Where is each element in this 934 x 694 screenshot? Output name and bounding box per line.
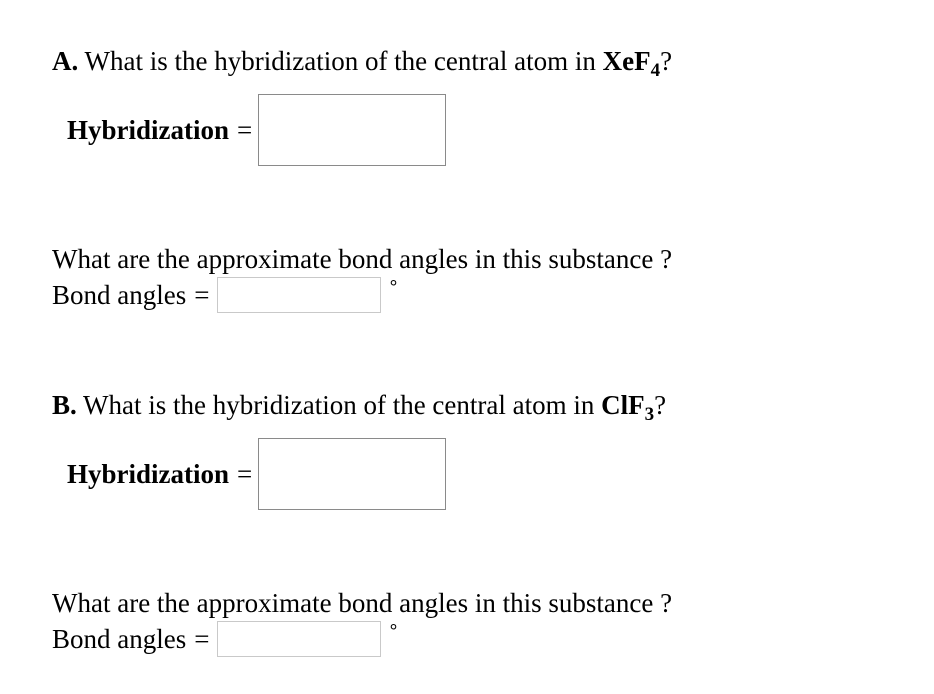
hybridization-input-a[interactable]	[258, 94, 446, 166]
question-b-letter: B.	[52, 390, 77, 420]
angles-equals-b: =	[194, 623, 210, 654]
hybridization-label-b: Hybridization	[67, 458, 230, 489]
hybridization-row-b	[67, 437, 446, 511]
angles-equals-a: =	[194, 279, 210, 310]
question-b-formula	[601, 390, 655, 425]
question-a-formula	[602, 46, 661, 81]
bond-angles-input-b[interactable]	[217, 621, 381, 657]
hybridization-equals-a: =	[237, 114, 253, 145]
hybridization-row-a	[67, 93, 446, 167]
question-b-text: What is the hybridization of the central atom in	[76, 390, 602, 420]
hybridization-equals-b: =	[237, 458, 253, 489]
degree-symbol-a: °	[389, 276, 398, 299]
question-b	[52, 389, 667, 425]
angles-prompt-b: What are the approximate bond angles in this substance ?	[52, 588, 673, 618]
question-b-formula-subscript: 3	[644, 404, 655, 425]
question-b-formula-main: ClF	[601, 390, 645, 420]
angles-prompt-a: What are the approximate bond angles in this substance ?	[52, 244, 673, 274]
question-b-end: ?	[654, 390, 667, 420]
hybridization-input-b[interactable]	[258, 438, 446, 510]
hybridization-label-a: Hybridization	[67, 114, 230, 145]
question-a-text: What is the hybridization of the central atom in	[78, 46, 603, 76]
question-a-letter: A.	[52, 46, 79, 76]
question-a	[52, 45, 673, 81]
question-a-formula-subscript: 4	[650, 60, 661, 81]
degree-symbol-b: °	[389, 620, 398, 643]
angles-row-b	[52, 620, 397, 658]
question-a-end: ?	[660, 46, 673, 76]
bond-angles-input-a[interactable]	[217, 277, 381, 313]
angles-label-a: Bond angles	[52, 279, 187, 310]
question-a-formula-main: XeF	[602, 46, 651, 76]
angles-label-b: Bond angles	[52, 623, 187, 654]
angles-row-a	[52, 276, 397, 314]
